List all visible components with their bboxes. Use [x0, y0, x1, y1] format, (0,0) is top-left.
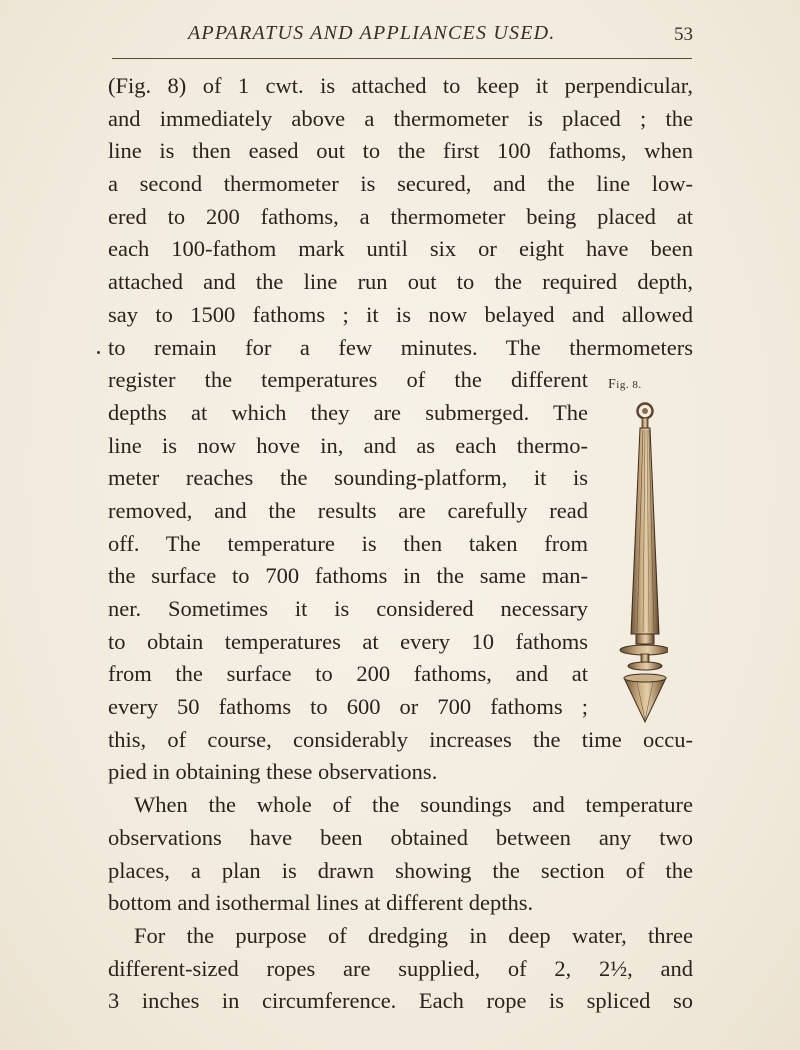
- text-line: say to 1500 fathoms ; it is now belayed and allowed: [108, 301, 693, 327]
- text-line: every 50 fathoms to 600 or 700 fathoms ;: [108, 694, 588, 720]
- text-line: to obtain temperatures at every 10 fathoms: [108, 628, 588, 654]
- sounding-weight-icon: [612, 400, 668, 730]
- text-line: and immediately above a thermometer is placed ; the: [108, 105, 693, 131]
- text-line: For the purpose of dredging in deep water, three: [134, 922, 693, 948]
- text-line: (Fig. 8) of 1 cwt. is attached to keep it perpendicular,: [108, 73, 693, 98]
- text-line: to remain for a few minutes. The thermometers: [108, 334, 693, 360]
- text-line: attached and the line run out to the required depth,: [108, 269, 693, 295]
- text-line: meter reaches the sounding-platform, it is: [108, 465, 588, 491]
- text-line: each 100-fathom mark until six or eight have been: [108, 236, 693, 262]
- page-number: 53: [674, 24, 693, 45]
- text-line: observations have been obtained between any two: [108, 824, 693, 850]
- text-line: a second thermometer is secured, and the line low-: [108, 171, 693, 197]
- text-line: off. The temperature is then taken from: [108, 530, 588, 556]
- figure-label-rest: ig. 8.: [616, 379, 642, 391]
- page-header: [108, 22, 693, 50]
- figure-label-initial: F: [608, 377, 617, 392]
- text-line: line is then eased out to the first 100 fathoms, when: [108, 138, 693, 164]
- text-line: register the temperatures of the different: [108, 367, 588, 393]
- text-line: 3 inches in circumference. Each rope is spliced so: [108, 988, 693, 1014]
- margin-mark: [97, 351, 100, 354]
- text-line: different-sized ropes are supplied, of 2, 2½, and: [108, 955, 693, 981]
- text-line: the surface to 700 fathoms in the same man-: [108, 563, 588, 589]
- text-line: ered to 200 fathoms, a thermometer being placed at: [108, 203, 693, 229]
- text-line: places, a plan is drawn showing the section of the: [108, 857, 693, 883]
- text-line: When the whole of the soundings and temperature: [134, 792, 693, 818]
- text-line: line is now hove in, and as each thermo-: [108, 432, 588, 458]
- text-line: ner. Sometimes it is considered necessary: [108, 596, 588, 621]
- text-line: removed, and the results are carefully read: [108, 497, 588, 523]
- body-text: [108, 70, 693, 1018]
- text-line: depths at which they are submerged. The: [108, 399, 588, 425]
- text-line: bottom and isothermal lines at different depths.: [108, 890, 534, 916]
- header-rule: [112, 58, 692, 59]
- running-head: APPARATUS AND APPLIANCES USED.: [188, 22, 556, 44]
- text-line: from the surface to 200 fathoms, and at: [108, 661, 588, 687]
- figure-label: [608, 377, 642, 393]
- text-line: pied in obtaining these observations.: [108, 759, 438, 785]
- text-line: this, of course, considerably increases the time occu-: [108, 726, 693, 752]
